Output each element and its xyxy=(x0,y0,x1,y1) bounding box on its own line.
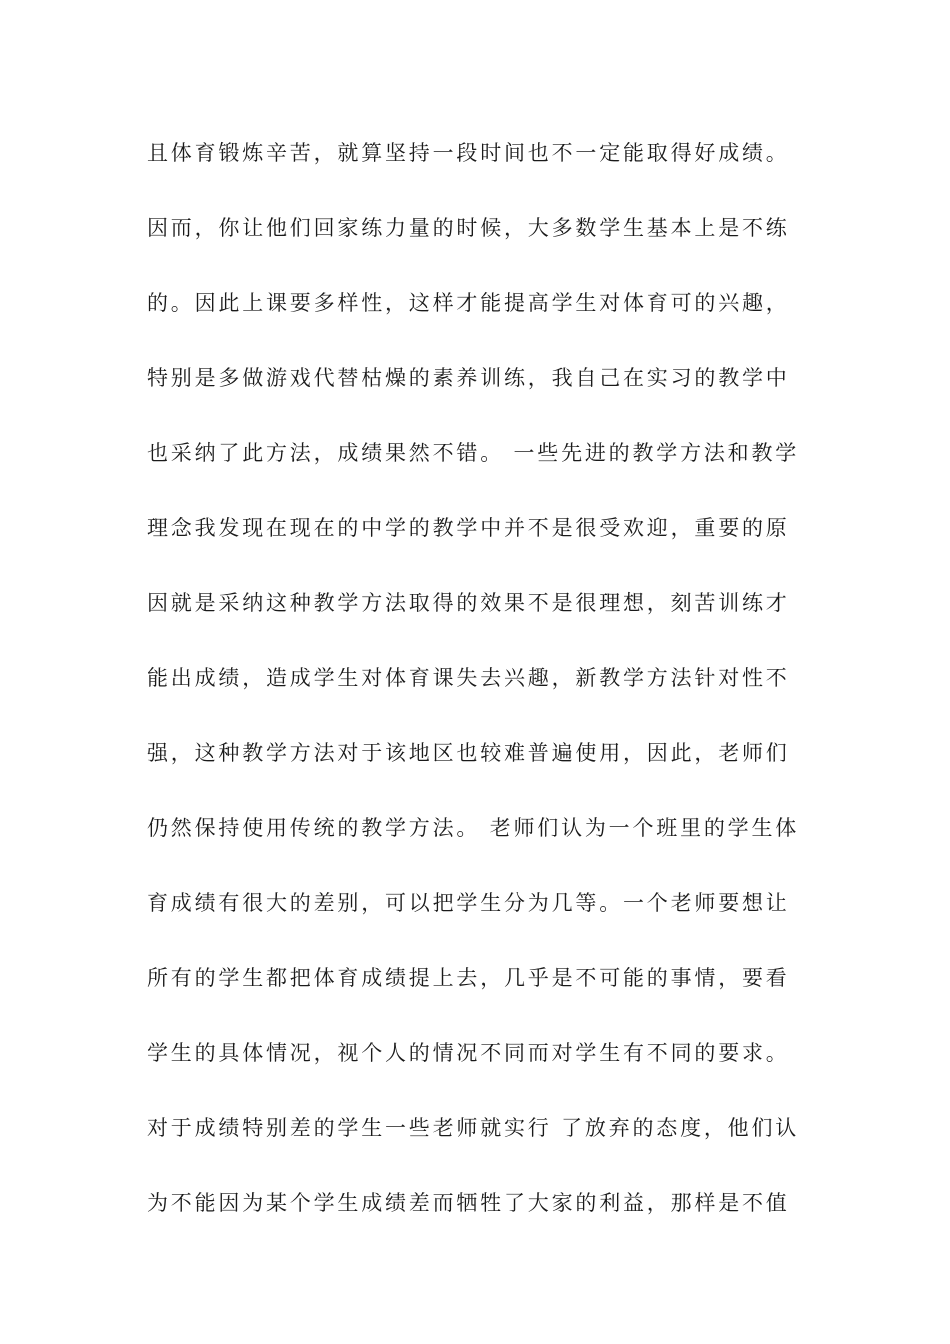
text-line: 的。因此上课要多样性，这样才能提高学生对体育可的兴趣， xyxy=(147,291,790,315)
text-line: 强，这种教学方法对于该地区也较难普遍使用，因此，老师们 xyxy=(147,741,790,765)
text-line: 因就是采纳这种教学方法取得的效果不是很理想，刻苦训练才 xyxy=(147,591,790,615)
text-line: 对于成绩特别差的学生一些老师就实行 了放弃的态度，他们认 xyxy=(147,1116,800,1140)
text-line: 学生的具体情况，视个人的情况不同而对学生有不同的要求。 xyxy=(147,1041,790,1065)
text-line: 理念我发现在现在的中学的教学中并不是很受欢迎，重要的原 xyxy=(147,516,790,540)
text-line: 仍然保持使用传统的教学方法。 老师们认为一个班里的学生体 xyxy=(147,816,800,840)
text-line: 能出成绩，造成学生对体育课失去兴趣，新教学方法针对性不 xyxy=(147,666,790,690)
text-line: 且体育锻炼辛苦，就算坚持一段时间也不一定能取得好成绩。 xyxy=(147,141,790,165)
text-line: 育成绩有很大的差别，可以把学生分为几等。一个老师要想让 xyxy=(147,891,790,915)
text-line: 所有的学生都把体育成绩提上去，几乎是不可能的事情，要看 xyxy=(147,966,790,990)
body-text xyxy=(147,133,807,1258)
text-line: 特别是多做游戏代替枯燥的素养训练，我自己在实习的教学中 xyxy=(147,366,790,390)
text-line: 因而，你让他们回家练力量的时候，大多数学生基本上是不练 xyxy=(147,216,790,240)
text-line: 也采纳了此方法，成绩果然不错。 一些先进的教学方法和教学 xyxy=(147,441,800,465)
text-line: 为不能因为某个学生成绩差而牺牲了大家的利益，那样是不值 xyxy=(147,1191,790,1215)
